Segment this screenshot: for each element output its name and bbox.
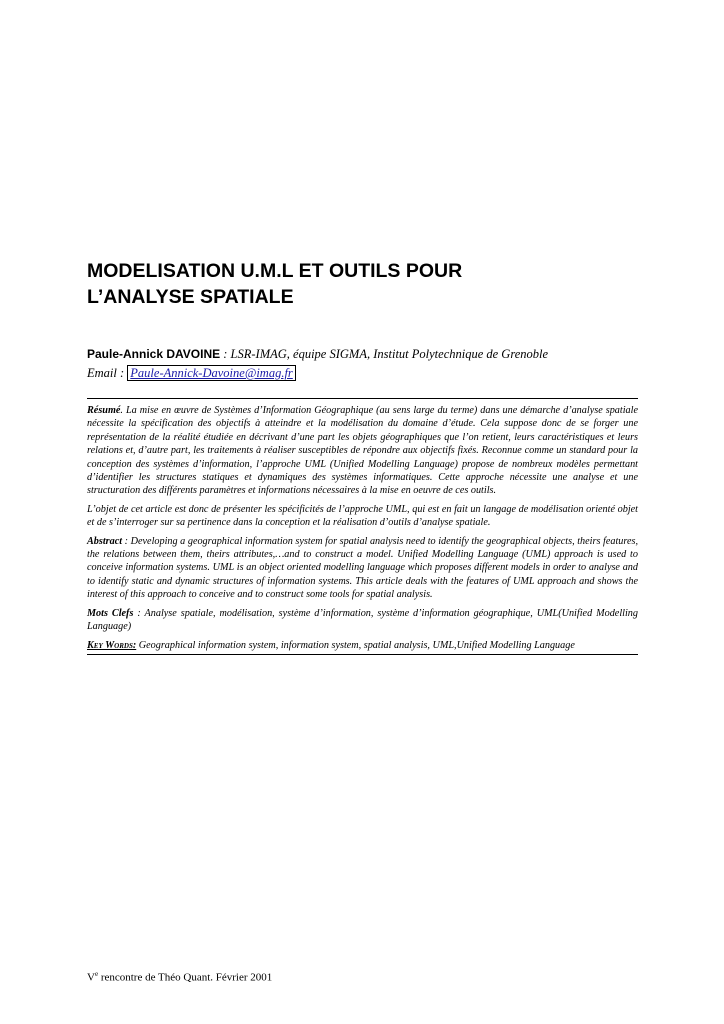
email-line [87, 364, 647, 383]
resume-paragraph [87, 404, 638, 498]
resume-paragraph-2: L’objet de cet article est donc de présenter les spécificités de l’approche UML, qui est en fait un langage de modélisation orienté objet et de s’interroger sur sa pertinence dans la conception et la réalisation d’outils d’analyse spatiale. [87, 503, 638, 529]
abstract-label: Abstract [87, 535, 123, 547]
email-link[interactable]: Paule-Annick-Davoine@imag.fr [127, 365, 296, 381]
title-line-1: MODELISATION U.M.L ET OUTILS POUR [87, 260, 463, 282]
author-block [87, 345, 647, 383]
title-line-2: L’ANALYSE SPATIALE [87, 286, 294, 308]
page-footer [87, 967, 272, 985]
footer-superscript: e [94, 970, 99, 978]
author-line [87, 345, 647, 364]
document-title [87, 258, 647, 310]
footer-prefix: V [87, 971, 95, 984]
key-words-paragraph [87, 639, 638, 652]
author-affiliation: : LSR-IMAG, équipe SIGMA, Institut Polytechnique de Grenoble [220, 347, 549, 361]
resume-label: Résumé [87, 405, 121, 416]
mots-clefs-label: Mots Clefs [87, 607, 134, 619]
abstract-text: : Developing a geographical information system for spatial analysis need to identify the geographical objects, theirs features, the relations between them, theirs attributes,…and to construct a model. Unified Modelling Language (UML) approach is used to conceive information systems. UML is an object oriented modelling language which proposes different models in order to analyse and to identify static and dynamic structures of information systems. This article deals with the features of UML approach and shows the interest of this approach to conceive and to construct some tools for spatial analysis. [87, 535, 638, 601]
email-label: Email : [87, 366, 128, 380]
footer-text: rencontre de Théo Quant. Février 2001 [98, 971, 273, 984]
key-words-text: Geographical information system, information system, spatial analysis, UML,Unified Modelling Language [136, 639, 575, 651]
abstract-paragraph [87, 535, 638, 602]
abstract-box [87, 398, 638, 655]
resume-text: . La mise en œuvre de Systèmes d’Information Géographique (au sens large du terme) dans une démarche d’analyse spatiale nécessite la spécification des objectifs à atteindre et la modélisation du domaine d’étude. Cela suppose donc de se forger une représentation de la réalité étudiée en décrivant d’une part les objets géographiques que l’on retient, leurs caractéristiques et leurs relations et, d’autre part, les traitements à réaliser susceptibles de répondre aux objectifs fixés. Reconnue comme un standard pour la conception des systèmes d’information, l’approche UML (Unified Modelling Language) propose de nombreux modèles permettant d’identifier les structures statiques et dynamiques des systèmes informatiques. Cette approche nécessite une analyse et une structuration des différents paramètres et informations nécessaires à la mise en oeuvre de ces outils. [87, 405, 638, 497]
author-name: Paule-Annick DAVOINE [87, 347, 221, 361]
mots-clefs-text: : Analyse spatiale, modélisation, système d’information, système d’information géographique, UML(Unified Modelling Language) [87, 607, 638, 633]
key-words-label: Key Words: [87, 639, 137, 651]
mots-clefs-paragraph [87, 607, 638, 634]
